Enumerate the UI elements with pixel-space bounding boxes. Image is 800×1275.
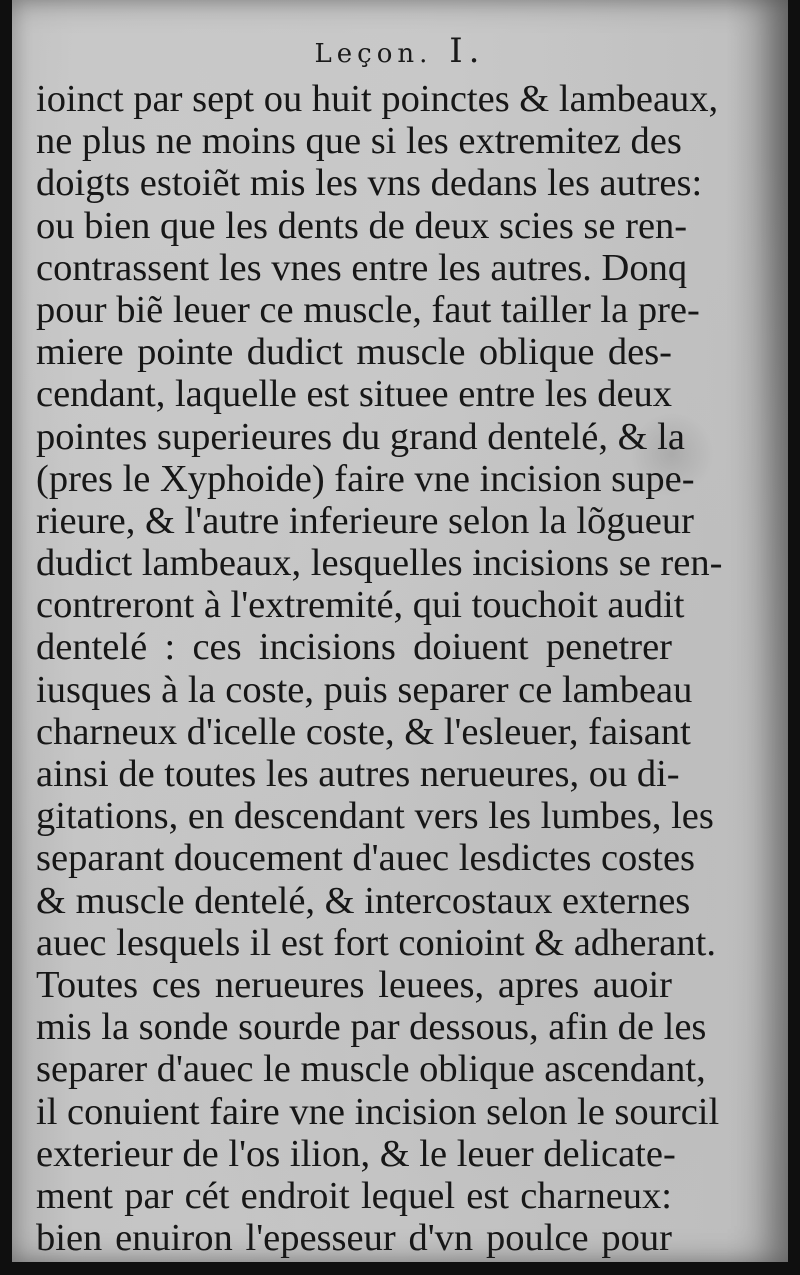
text-line: & muscle dentelé, & intercostaux externes — [36, 879, 691, 922]
text-line: ainsi de toutes les autres nerueures, ou di- — [36, 753, 680, 795]
text-line: miere pointe dudict muscle oblique des- — [36, 331, 672, 374]
text-line: dudict lambeaux, lesquelles incisions se ren- — [36, 542, 723, 585]
text-line: separer d'auec le muscle oblique ascendant, — [36, 1048, 706, 1091]
text-line: ne plus ne moins que si les extremitez des — [36, 120, 682, 163]
text-line: exterieur de l'os ilion, & le leuer delicate- — [36, 1132, 676, 1175]
text-line: gitations, en descendant vers les lumbes, les — [36, 795, 714, 838]
text-line: il conuient faire vne incision selon le sourcil — [36, 1090, 720, 1133]
text-line: contreront à l'extremité, qui touchoit audit — [36, 584, 685, 627]
text-line: charneux d'icelle coste, & l'esleuer, faisant — [36, 710, 691, 753]
text-line: doigts estoiẽt mis les vns dedans les autres: — [36, 162, 703, 205]
text-line: bien enuiron l'epesseur d'vn poulce pour — [36, 1217, 672, 1260]
body-text — [36, 78, 723, 1260]
text-line: Toutes ces nerueures leuees, apres auoir — [36, 963, 672, 1006]
text-line: (pres le Xyphoide) faire vne incision supe- — [36, 457, 695, 500]
running-head-number: I. — [449, 31, 486, 71]
text-line: pointes superieures du grand dentelé, & la — [36, 415, 685, 458]
text-line: pour biẽ leuer ce muscle, faut tailler la pre- — [36, 288, 700, 331]
text-line: dentelé : ces incisions doiuent penetrer — [36, 626, 672, 669]
text-line: ioinct par sept ou huit poinctes & lambeaux, — [36, 78, 719, 120]
text-line: rieure, & l'autre inferieure selon la lõgueur — [36, 499, 694, 542]
text-line: ou bien que les dents de deux scies se ren- — [36, 204, 688, 247]
text-line: contrassent les vnes entre les autres. Donq — [36, 246, 688, 289]
text-line: auec lesquels il est fort conioint & adherant. — [36, 921, 716, 964]
text-line: cendant, laquelle est situee entre les deux — [36, 373, 673, 416]
text-line: ment par cét endroit lequel est charneux: — [36, 1174, 672, 1217]
text-line: iusques à la coste, puis separer ce lambeau — [36, 668, 693, 711]
text-line: separant doucement d'auec lesdictes costes — [36, 837, 696, 880]
book-page — [12, 0, 788, 1262]
running-head — [12, 31, 788, 71]
running-head-word: Leçon. — [314, 39, 433, 69]
text-line: mis la sonde sourde par dessous, afin de les — [36, 1006, 707, 1049]
